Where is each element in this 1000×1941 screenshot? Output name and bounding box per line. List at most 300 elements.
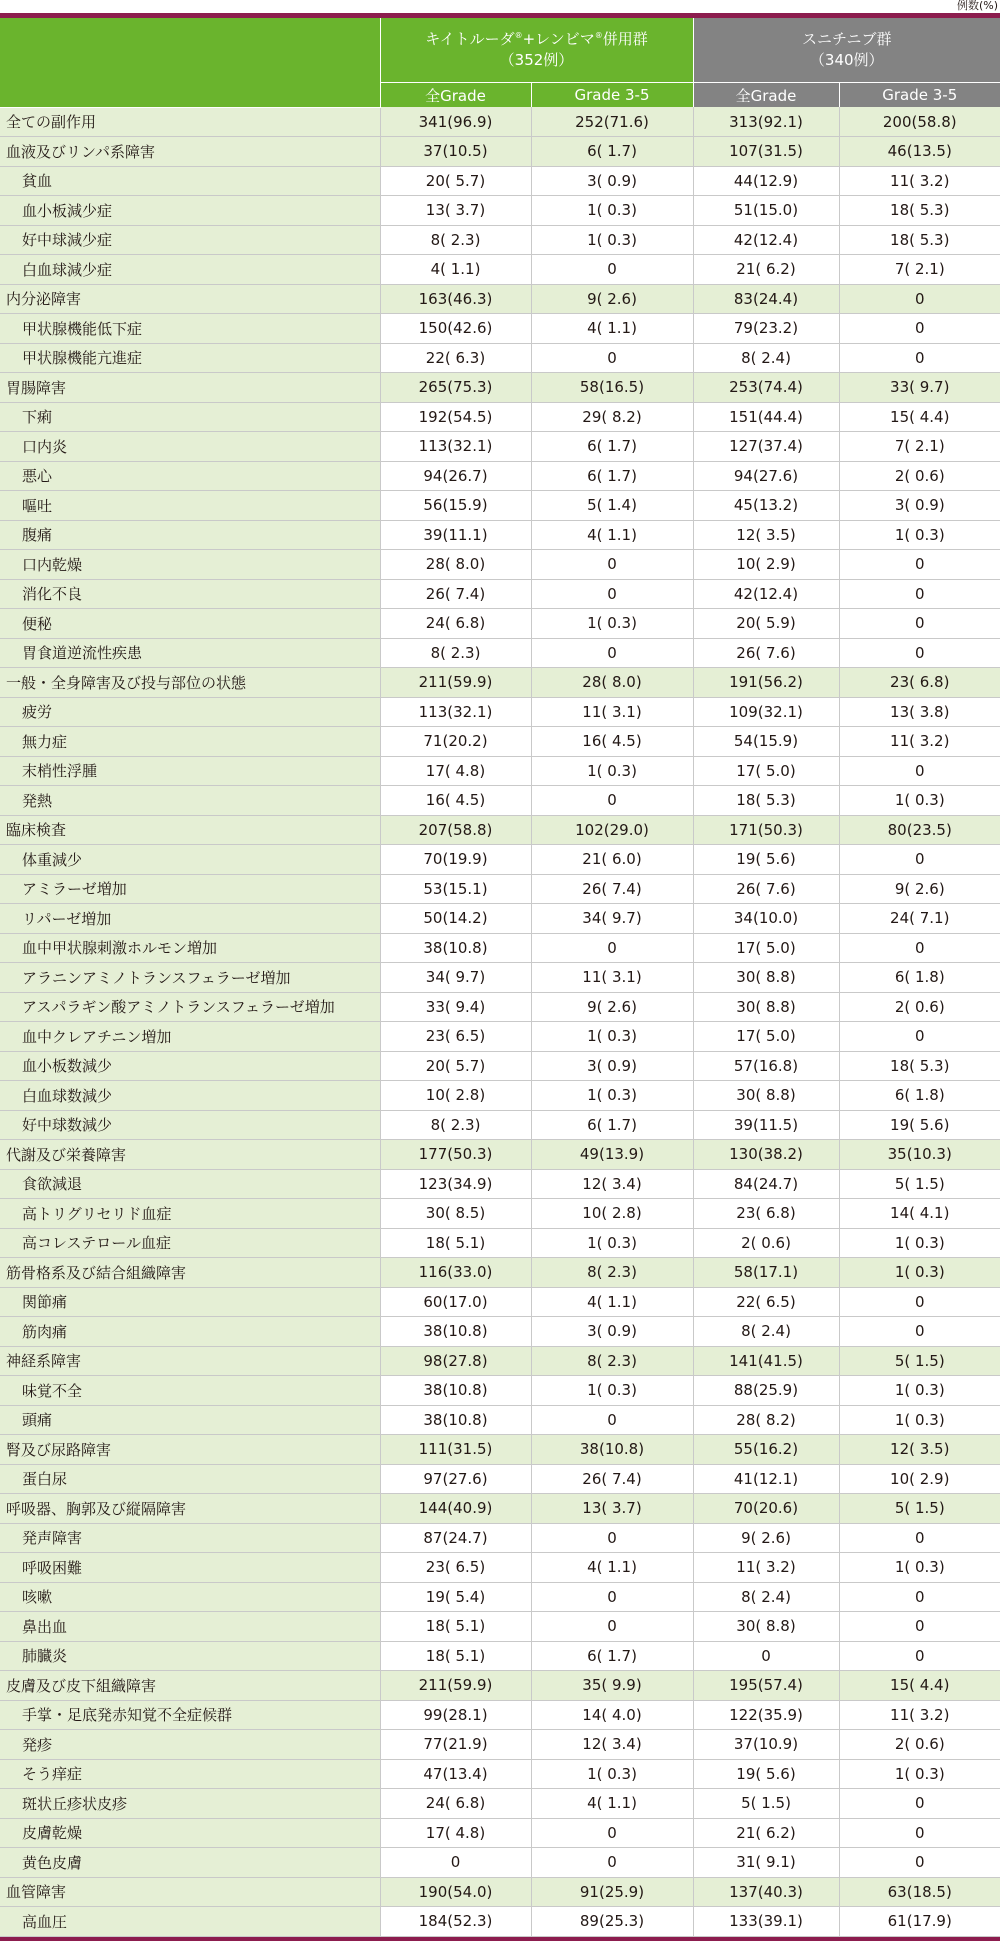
table-row <box>0 314 1000 344</box>
table-row <box>0 1464 1000 1494</box>
row-label: 全ての副作用 <box>0 107 380 137</box>
table-row <box>0 1228 1000 1258</box>
cell-sunitinib-all-grade: 84(24.7) <box>693 1169 839 1199</box>
table-row <box>0 1199 1000 1229</box>
group1-name: キイトルーダ <box>425 30 515 48</box>
category-row <box>0 1346 1000 1376</box>
cell-sunitinib-all-grade: 28( 8.2) <box>693 1405 839 1435</box>
cell-sunitinib-all-grade: 55(16.2) <box>693 1435 839 1465</box>
table-row <box>0 432 1000 462</box>
reg-mark-2: ® <box>594 31 603 40</box>
table-row <box>0 255 1000 285</box>
cell-keytruda-all-grade: 17( 4.8) <box>380 756 531 786</box>
cell-sunitinib-all-grade: 0 <box>693 1641 839 1671</box>
cell-sunitinib-grade35: 1( 0.3) <box>839 1376 1000 1406</box>
cell-keytruda-grade35: 16( 4.5) <box>531 727 693 757</box>
cell-keytruda-grade35: 3( 0.9) <box>531 1051 693 1081</box>
cell-sunitinib-all-grade: 30( 8.8) <box>693 992 839 1022</box>
cell-sunitinib-all-grade: 253(74.4) <box>693 373 839 403</box>
group1-n: （352例） <box>499 51 574 69</box>
table-row <box>0 461 1000 491</box>
cell-keytruda-grade35: 0 <box>531 1582 693 1612</box>
row-label: 代謝及び栄養障害 <box>0 1140 380 1170</box>
cell-sunitinib-grade35: 0 <box>839 1317 1000 1347</box>
cell-keytruda-grade35: 35( 9.9) <box>531 1671 693 1701</box>
table-row <box>0 343 1000 373</box>
table-row <box>0 166 1000 196</box>
cell-keytruda-all-grade: 38(10.8) <box>380 1405 531 1435</box>
table-row <box>0 1110 1000 1140</box>
cell-keytruda-grade35: 3( 0.9) <box>531 166 693 196</box>
cell-sunitinib-grade35: 15( 4.4) <box>839 402 1000 432</box>
cell-keytruda-grade35: 28( 8.0) <box>531 668 693 698</box>
cell-sunitinib-all-grade: 17( 5.0) <box>693 1022 839 1052</box>
table-row <box>0 933 1000 963</box>
table-row <box>0 727 1000 757</box>
cell-keytruda-grade35: 102(29.0) <box>531 815 693 845</box>
cell-keytruda-all-grade: 265(75.3) <box>380 373 531 403</box>
row-label: 悪心 <box>0 461 380 491</box>
row-label: 好中球減少症 <box>0 225 380 255</box>
cell-keytruda-all-grade: 18( 5.1) <box>380 1612 531 1642</box>
cell-sunitinib-grade35: 5( 1.5) <box>839 1169 1000 1199</box>
cell-sunitinib-all-grade: 34(10.0) <box>693 904 839 934</box>
cell-sunitinib-grade35: 0 <box>839 1022 1000 1052</box>
row-label: 蛋白尿 <box>0 1464 380 1494</box>
category-row <box>0 1435 1000 1465</box>
cell-sunitinib-grade35: 1( 0.3) <box>839 1405 1000 1435</box>
cell-sunitinib-grade35: 63(18.5) <box>839 1877 1000 1907</box>
cell-sunitinib-all-grade: 41(12.1) <box>693 1464 839 1494</box>
category-row <box>0 107 1000 137</box>
cell-sunitinib-grade35: 10( 2.9) <box>839 1464 1000 1494</box>
cell-sunitinib-grade35: 11( 3.2) <box>839 1700 1000 1730</box>
cell-keytruda-all-grade: 184(52.3) <box>380 1907 531 1937</box>
cell-keytruda-all-grade: 22( 6.3) <box>380 343 531 373</box>
cell-keytruda-grade35: 14( 4.0) <box>531 1700 693 1730</box>
row-label: 咳嗽 <box>0 1582 380 1612</box>
cell-sunitinib-all-grade: 191(56.2) <box>693 668 839 698</box>
cell-keytruda-all-grade: 30( 8.5) <box>380 1199 531 1229</box>
cell-sunitinib-all-grade: 8( 2.4) <box>693 1317 839 1347</box>
cell-sunitinib-all-grade: 44(12.9) <box>693 166 839 196</box>
subheader-s-all-grade: 全Grade <box>693 83 839 108</box>
category-row <box>0 373 1000 403</box>
cell-sunitinib-grade35: 0 <box>839 1818 1000 1848</box>
cell-sunitinib-grade35: 33( 9.7) <box>839 373 1000 403</box>
cell-sunitinib-all-grade: 88(25.9) <box>693 1376 839 1406</box>
cell-keytruda-grade35: 0 <box>531 1848 693 1878</box>
cell-keytruda-grade35: 9( 2.6) <box>531 992 693 1022</box>
cell-keytruda-all-grade: 37(10.5) <box>380 137 531 167</box>
cell-keytruda-all-grade: 56(15.9) <box>380 491 531 521</box>
cell-keytruda-grade35: 1( 0.3) <box>531 1228 693 1258</box>
cell-keytruda-grade35: 0 <box>531 786 693 816</box>
cell-keytruda-grade35: 21( 6.0) <box>531 845 693 875</box>
cell-keytruda-grade35: 0 <box>531 579 693 609</box>
cell-sunitinib-all-grade: 18( 5.3) <box>693 786 839 816</box>
cell-sunitinib-all-grade: 83(24.4) <box>693 284 839 314</box>
row-label: 血中甲状腺刺激ホルモン増加 <box>0 933 380 963</box>
row-label: 腹痛 <box>0 520 380 550</box>
category-row <box>0 815 1000 845</box>
row-label: 食欲減退 <box>0 1169 380 1199</box>
cell-sunitinib-grade35: 1( 0.3) <box>839 520 1000 550</box>
cell-sunitinib-all-grade: 8( 2.4) <box>693 343 839 373</box>
cell-sunitinib-all-grade: 26( 7.6) <box>693 874 839 904</box>
cell-sunitinib-all-grade: 51(15.0) <box>693 196 839 226</box>
cell-sunitinib-grade35: 35(10.3) <box>839 1140 1000 1170</box>
row-label: 手掌・足底発赤知覚不全症候群 <box>0 1700 380 1730</box>
cell-sunitinib-all-grade: 21( 6.2) <box>693 255 839 285</box>
category-row <box>0 668 1000 698</box>
cell-keytruda-all-grade: 20( 5.7) <box>380 1051 531 1081</box>
cell-keytruda-all-grade: 19( 5.4) <box>380 1582 531 1612</box>
cell-keytruda-grade35: 9( 2.6) <box>531 284 693 314</box>
group1-plus: +レンビマ <box>522 30 595 48</box>
cell-sunitinib-all-grade: 151(44.4) <box>693 402 839 432</box>
row-label: 胃腸障害 <box>0 373 380 403</box>
cell-keytruda-all-grade: 60(17.0) <box>380 1287 531 1317</box>
cell-sunitinib-grade35: 0 <box>839 550 1000 580</box>
cell-keytruda-grade35: 252(71.6) <box>531 107 693 137</box>
cell-sunitinib-grade35: 0 <box>839 638 1000 668</box>
cell-keytruda-all-grade: 116(33.0) <box>380 1258 531 1288</box>
group1-suffix: 併用群 <box>602 30 648 48</box>
row-label: 鼻出血 <box>0 1612 380 1642</box>
cell-sunitinib-grade35: 0 <box>839 1287 1000 1317</box>
row-label: 無力症 <box>0 727 380 757</box>
cell-keytruda-grade35: 0 <box>531 1523 693 1553</box>
row-label: 呼吸困難 <box>0 1553 380 1583</box>
cell-sunitinib-all-grade: 79(23.2) <box>693 314 839 344</box>
cell-keytruda-grade35: 91(25.9) <box>531 1877 693 1907</box>
cell-keytruda-all-grade: 77(21.9) <box>380 1730 531 1760</box>
cell-keytruda-grade35: 4( 1.1) <box>531 1789 693 1819</box>
cell-keytruda-grade35: 12( 3.4) <box>531 1730 693 1760</box>
cell-keytruda-all-grade: 211(59.9) <box>380 1671 531 1701</box>
cell-sunitinib-all-grade: 30( 8.8) <box>693 963 839 993</box>
cell-keytruda-grade35: 49(13.9) <box>531 1140 693 1170</box>
row-label: 腎及び尿路障害 <box>0 1435 380 1465</box>
row-label: 発熱 <box>0 786 380 816</box>
cell-sunitinib-all-grade: 45(13.2) <box>693 491 839 521</box>
cell-keytruda-grade35: 1( 0.3) <box>531 756 693 786</box>
table-row <box>0 1789 1000 1819</box>
cell-sunitinib-grade35: 3( 0.9) <box>839 491 1000 521</box>
cell-sunitinib-all-grade: 107(31.5) <box>693 137 839 167</box>
cell-keytruda-all-grade: 8( 2.3) <box>380 638 531 668</box>
row-label: 甲状腺機能低下症 <box>0 314 380 344</box>
row-label: 体重減少 <box>0 845 380 875</box>
cell-keytruda-grade35: 6( 1.7) <box>531 1110 693 1140</box>
row-label: 血小板数減少 <box>0 1051 380 1081</box>
row-label: 高血圧 <box>0 1907 380 1937</box>
cell-keytruda-all-grade: 341(96.9) <box>380 107 531 137</box>
cell-sunitinib-all-grade: 10( 2.9) <box>693 550 839 580</box>
bottom-rule <box>0 1937 1000 1941</box>
row-label: 発声障害 <box>0 1523 380 1553</box>
cell-keytruda-all-grade: 23( 6.5) <box>380 1022 531 1052</box>
table-row <box>0 756 1000 786</box>
cell-keytruda-grade35: 11( 3.1) <box>531 963 693 993</box>
cell-sunitinib-all-grade: 94(27.6) <box>693 461 839 491</box>
cell-sunitinib-grade35: 13( 3.8) <box>839 697 1000 727</box>
row-label: 一般・全身障害及び投与部位の状態 <box>0 668 380 698</box>
cell-keytruda-grade35: 0 <box>531 1818 693 1848</box>
cell-sunitinib-all-grade: 8( 2.4) <box>693 1582 839 1612</box>
cell-sunitinib-grade35: 0 <box>839 1848 1000 1878</box>
group-header-sunitinib <box>693 18 1000 83</box>
table-row <box>0 992 1000 1022</box>
cell-sunitinib-grade35: 11( 3.2) <box>839 166 1000 196</box>
row-label: 血小板減少症 <box>0 196 380 226</box>
cell-sunitinib-grade35: 18( 5.3) <box>839 1051 1000 1081</box>
table-row <box>0 1612 1000 1642</box>
cell-keytruda-grade35: 1( 0.3) <box>531 1081 693 1111</box>
cell-sunitinib-grade35: 0 <box>839 1523 1000 1553</box>
cell-keytruda-grade35: 0 <box>531 933 693 963</box>
table-row <box>0 1582 1000 1612</box>
table-body <box>0 107 1000 1936</box>
table-row <box>0 638 1000 668</box>
cell-keytruda-grade35: 6( 1.7) <box>531 137 693 167</box>
row-label: 神経系障害 <box>0 1346 380 1376</box>
cell-keytruda-grade35: 0 <box>531 550 693 580</box>
cell-sunitinib-all-grade: 11( 3.2) <box>693 1553 839 1583</box>
category-row <box>0 1258 1000 1288</box>
cell-sunitinib-grade35: 46(13.5) <box>839 137 1000 167</box>
cell-sunitinib-all-grade: 130(38.2) <box>693 1140 839 1170</box>
cell-keytruda-grade35: 0 <box>531 343 693 373</box>
cell-keytruda-all-grade: 150(42.6) <box>380 314 531 344</box>
row-label: 頭痛 <box>0 1405 380 1435</box>
cell-sunitinib-all-grade: 42(12.4) <box>693 579 839 609</box>
cell-keytruda-grade35: 58(16.5) <box>531 373 693 403</box>
cell-sunitinib-grade35: 5( 1.5) <box>839 1346 1000 1376</box>
cell-sunitinib-grade35: 0 <box>839 845 1000 875</box>
row-label: 嘔吐 <box>0 491 380 521</box>
cell-keytruda-grade35: 5( 1.4) <box>531 491 693 521</box>
row-label: 呼吸器、胸郭及び縦隔障害 <box>0 1494 380 1524</box>
cell-sunitinib-all-grade: 19( 5.6) <box>693 1759 839 1789</box>
row-label: 貧血 <box>0 166 380 196</box>
cell-sunitinib-grade35: 200(58.8) <box>839 107 1000 137</box>
cell-keytruda-all-grade: 33( 9.4) <box>380 992 531 1022</box>
cell-sunitinib-grade35: 0 <box>839 343 1000 373</box>
cell-sunitinib-all-grade: 127(37.4) <box>693 432 839 462</box>
subheader-s-grade35: Grade 3-5 <box>839 83 1000 108</box>
row-label: 内分泌障害 <box>0 284 380 314</box>
table-row <box>0 1641 1000 1671</box>
cell-keytruda-all-grade: 23( 6.5) <box>380 1553 531 1583</box>
cell-sunitinib-grade35: 0 <box>839 1789 1000 1819</box>
row-label: 黄色皮膚 <box>0 1848 380 1878</box>
table-row <box>0 963 1000 993</box>
cell-sunitinib-grade35: 2( 0.6) <box>839 461 1000 491</box>
cell-sunitinib-grade35: 2( 0.6) <box>839 1730 1000 1760</box>
cell-keytruda-grade35: 1( 0.3) <box>531 1376 693 1406</box>
cell-keytruda-all-grade: 13( 3.7) <box>380 196 531 226</box>
cell-keytruda-grade35: 0 <box>531 638 693 668</box>
row-label: 斑状丘疹状皮疹 <box>0 1789 380 1819</box>
cell-sunitinib-grade35: 19( 5.6) <box>839 1110 1000 1140</box>
row-label: 皮膚乾燥 <box>0 1818 380 1848</box>
cell-keytruda-grade35: 0 <box>531 1405 693 1435</box>
cell-sunitinib-grade35: 12( 3.5) <box>839 1435 1000 1465</box>
cell-keytruda-all-grade: 16( 4.5) <box>380 786 531 816</box>
cell-sunitinib-grade35: 23( 6.8) <box>839 668 1000 698</box>
cell-keytruda-all-grade: 144(40.9) <box>380 1494 531 1524</box>
cell-keytruda-grade35: 29( 8.2) <box>531 402 693 432</box>
unit-label: 例数(%) <box>956 0 998 12</box>
cell-sunitinib-grade35: 61(17.9) <box>839 1907 1000 1937</box>
cell-keytruda-grade35: 34( 9.7) <box>531 904 693 934</box>
category-row <box>0 137 1000 167</box>
cell-sunitinib-all-grade: 70(20.6) <box>693 1494 839 1524</box>
cell-keytruda-all-grade: 177(50.3) <box>380 1140 531 1170</box>
row-label: 下痢 <box>0 402 380 432</box>
cell-sunitinib-all-grade: 195(57.4) <box>693 1671 839 1701</box>
cell-keytruda-all-grade: 38(10.8) <box>380 1317 531 1347</box>
table-row <box>0 786 1000 816</box>
row-label: アラニンアミノトランスフェラーゼ増加 <box>0 963 380 993</box>
table-row <box>0 1317 1000 1347</box>
cell-keytruda-grade35: 38(10.8) <box>531 1435 693 1465</box>
cell-keytruda-grade35: 1( 0.3) <box>531 225 693 255</box>
cell-keytruda-all-grade: 190(54.0) <box>380 1877 531 1907</box>
table-row <box>0 225 1000 255</box>
cell-sunitinib-all-grade: 42(12.4) <box>693 225 839 255</box>
table-row <box>0 1376 1000 1406</box>
cell-keytruda-all-grade: 18( 5.1) <box>380 1228 531 1258</box>
cell-sunitinib-grade35: 1( 0.3) <box>839 1759 1000 1789</box>
cell-keytruda-all-grade: 18( 5.1) <box>380 1641 531 1671</box>
cell-keytruda-all-grade: 113(32.1) <box>380 432 531 462</box>
cell-sunitinib-grade35: 80(23.5) <box>839 815 1000 845</box>
cell-sunitinib-grade35: 1( 0.3) <box>839 1553 1000 1583</box>
table-row <box>0 550 1000 580</box>
cell-sunitinib-grade35: 9( 2.6) <box>839 874 1000 904</box>
cell-sunitinib-all-grade: 20( 5.9) <box>693 609 839 639</box>
cell-sunitinib-all-grade: 141(41.5) <box>693 1346 839 1376</box>
subheader-k-grade35: Grade 3-5 <box>531 83 693 108</box>
cell-keytruda-grade35: 11( 3.1) <box>531 697 693 727</box>
cell-keytruda-grade35: 89(25.3) <box>531 1907 693 1937</box>
row-label: 発疹 <box>0 1730 380 1760</box>
table-row <box>0 520 1000 550</box>
cell-keytruda-all-grade: 38(10.8) <box>380 933 531 963</box>
cell-sunitinib-all-grade: 133(39.1) <box>693 1907 839 1937</box>
cell-keytruda-all-grade: 39(11.1) <box>380 520 531 550</box>
cell-keytruda-grade35: 26( 7.4) <box>531 874 693 904</box>
cell-keytruda-grade35: 0 <box>531 255 693 285</box>
category-row <box>0 1671 1000 1701</box>
row-label: 高コレステロール血症 <box>0 1228 380 1258</box>
cell-keytruda-all-grade: 17( 4.8) <box>380 1818 531 1848</box>
row-label: 胃食道逆流性疾患 <box>0 638 380 668</box>
cell-sunitinib-grade35: 18( 5.3) <box>839 225 1000 255</box>
cell-sunitinib-grade35: 1( 0.3) <box>839 1228 1000 1258</box>
cell-sunitinib-all-grade: 58(17.1) <box>693 1258 839 1288</box>
cell-sunitinib-grade35: 5( 1.5) <box>839 1494 1000 1524</box>
cell-keytruda-all-grade: 99(28.1) <box>380 1700 531 1730</box>
table-row <box>0 1287 1000 1317</box>
reg-mark-1: ® <box>514 31 523 40</box>
cell-sunitinib-grade35: 0 <box>839 609 1000 639</box>
cell-keytruda-all-grade: 24( 6.8) <box>380 609 531 639</box>
cell-sunitinib-all-grade: 137(40.3) <box>693 1877 839 1907</box>
cell-keytruda-all-grade: 20( 5.7) <box>380 166 531 196</box>
table-row <box>0 845 1000 875</box>
table-row <box>0 1907 1000 1937</box>
cell-keytruda-grade35: 26( 7.4) <box>531 1464 693 1494</box>
cell-sunitinib-grade35: 24( 7.1) <box>839 904 1000 934</box>
cell-keytruda-all-grade: 70(19.9) <box>380 845 531 875</box>
table-row <box>0 1700 1000 1730</box>
table-row <box>0 609 1000 639</box>
cell-sunitinib-all-grade: 9( 2.6) <box>693 1523 839 1553</box>
table-row <box>0 1848 1000 1878</box>
cell-sunitinib-grade35: 6( 1.8) <box>839 1081 1000 1111</box>
cell-keytruda-all-grade: 10( 2.8) <box>380 1081 531 1111</box>
cell-sunitinib-grade35: 0 <box>839 284 1000 314</box>
subheader-k-all-grade: 全Grade <box>380 83 531 108</box>
row-label: 関節痛 <box>0 1287 380 1317</box>
cell-keytruda-grade35: 6( 1.7) <box>531 461 693 491</box>
cell-keytruda-all-grade: 98(27.8) <box>380 1346 531 1376</box>
cell-keytruda-grade35: 1( 0.3) <box>531 1022 693 1052</box>
cell-sunitinib-grade35: 15( 4.4) <box>839 1671 1000 1701</box>
cell-sunitinib-grade35: 0 <box>839 579 1000 609</box>
cell-sunitinib-grade35: 7( 2.1) <box>839 432 1000 462</box>
cell-sunitinib-grade35: 1( 0.3) <box>839 786 1000 816</box>
row-label: 皮膚及び皮下組織障害 <box>0 1671 380 1701</box>
cell-keytruda-grade35: 0 <box>531 1612 693 1642</box>
cell-keytruda-grade35: 4( 1.1) <box>531 1287 693 1317</box>
table-row <box>0 1759 1000 1789</box>
cell-sunitinib-all-grade: 122(35.9) <box>693 1700 839 1730</box>
cell-keytruda-all-grade: 211(59.9) <box>380 668 531 698</box>
cell-keytruda-grade35: 4( 1.1) <box>531 520 693 550</box>
cell-sunitinib-grade35: 0 <box>839 1641 1000 1671</box>
cell-sunitinib-all-grade: 19( 5.6) <box>693 845 839 875</box>
row-label: 口内乾燥 <box>0 550 380 580</box>
category-row <box>0 1877 1000 1907</box>
row-label: 筋肉痛 <box>0 1317 380 1347</box>
cell-keytruda-all-grade: 8( 2.3) <box>380 225 531 255</box>
cell-sunitinib-grade35: 6( 1.8) <box>839 963 1000 993</box>
table-row <box>0 1553 1000 1583</box>
cell-keytruda-grade35: 4( 1.1) <box>531 314 693 344</box>
cell-sunitinib-all-grade: 17( 5.0) <box>693 933 839 963</box>
table-row <box>0 1022 1000 1052</box>
cell-keytruda-all-grade: 87(24.7) <box>380 1523 531 1553</box>
row-label: 白血球減少症 <box>0 255 380 285</box>
cell-keytruda-all-grade: 4( 1.1) <box>380 255 531 285</box>
cell-keytruda-all-grade: 28( 8.0) <box>380 550 531 580</box>
table-row <box>0 1081 1000 1111</box>
cell-sunitinib-all-grade: 2( 0.6) <box>693 1228 839 1258</box>
group2-name: スニチニブ群 <box>802 30 892 48</box>
cell-keytruda-all-grade: 111(31.5) <box>380 1435 531 1465</box>
row-label: 高トリグリセリド血症 <box>0 1199 380 1229</box>
cell-keytruda-grade35: 6( 1.7) <box>531 432 693 462</box>
row-label: 便秘 <box>0 609 380 639</box>
cell-sunitinib-all-grade: 30( 8.8) <box>693 1081 839 1111</box>
cell-sunitinib-all-grade: 313(92.1) <box>693 107 839 137</box>
row-label: 血中クレアチニン増加 <box>0 1022 380 1052</box>
